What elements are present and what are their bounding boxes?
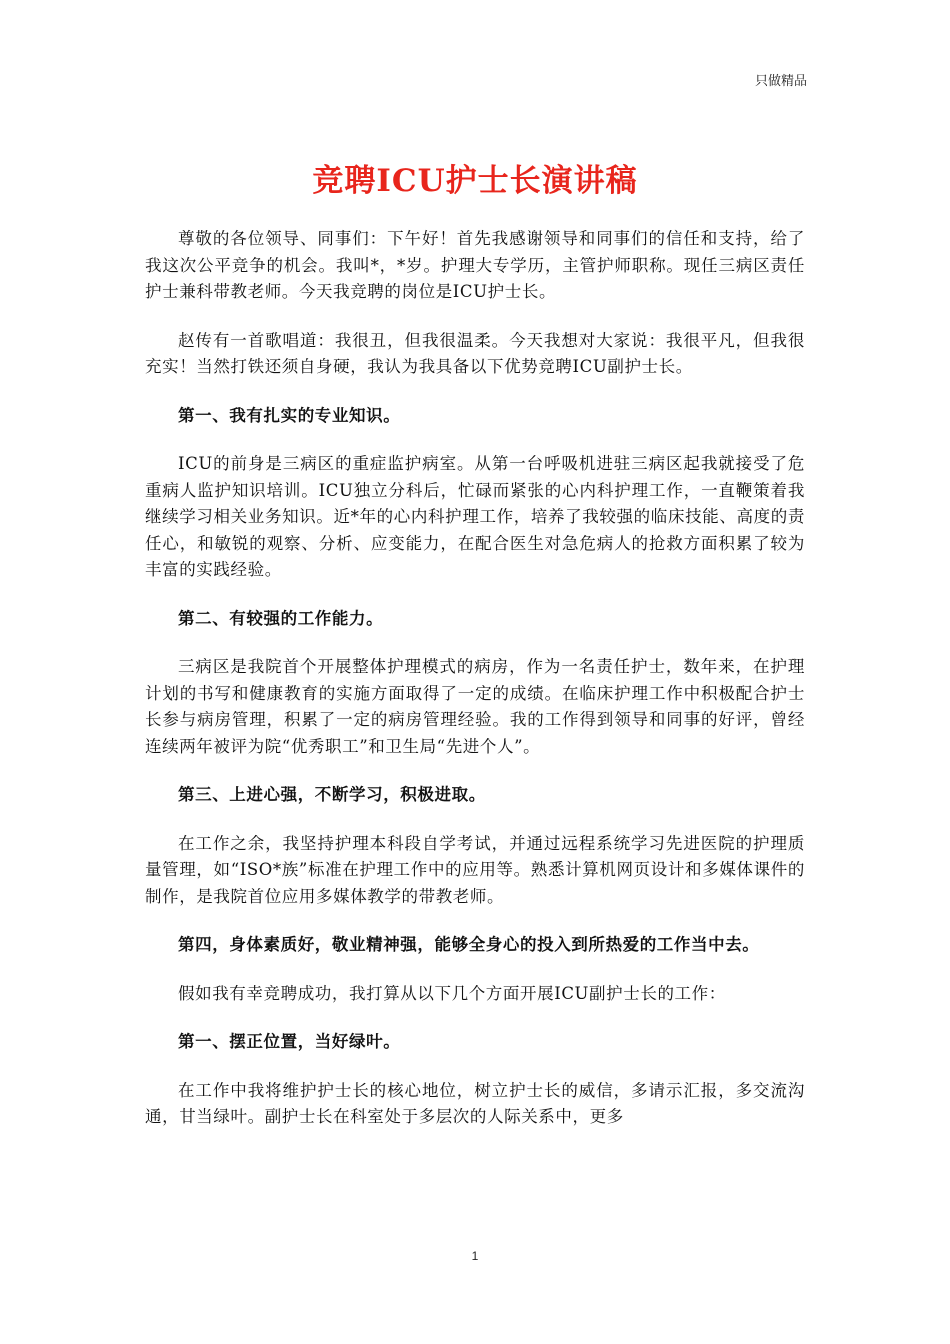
paragraph: 假如我有幸竞聘成功，我打算从以下几个方面开展ICU副护士长的工作： [178,983,726,1003]
document-title: 竞聘ICU护士长演讲稿 [312,163,638,199]
page-number: 1 [471,1249,479,1263]
section-heading: 第四，身体素质好，敬业精神强，能够全身心的投入到所热爱的工作当中去。 [178,935,760,954]
paragraph: 三病区是我院首个开展整体护理模式的病房，作为一名责任护士，数年来，在护理计划的书写和健康教育的实施方面取得了一定的成绩。在临床护理工作中积极配合护士长参与病房管理，积累了一定的病房管理经验。我的工作得到领导和同事的好评，曾经连续两年被评为院“优秀职工”和卫生局“先进个人”。 [145,657,805,756]
section-heading: 第一、我有扎实的专业知识。 [178,405,401,425]
section-heading: 第一、摆正位置，当好绿叶。 [178,1032,401,1051]
paragraph: ICU的前身是三病区的重症监护病室。从第一台呼吸机进驻三病区起我就接受了危重病人监护知识培训。ICU独立分科后，忙碌而紧张的心内科护理工作，一直鞭策着我继续学习相关业务知识。近*年的心内科护理工作，培养了我较强的临床技能、高度的责任心，和敏锐的观察、分析、应变能力，在配合医生对急危病人的抢救方面积累了较为丰富的实践经验。 [145,454,805,579]
section-heading: 第三、上进心强，不断学习，积极进取。 [178,785,486,804]
section-heading: 第二、有较强的工作能力。 [178,608,384,628]
paragraph: 尊敬的各位领导、同事们：下午好！首先我感谢领导和同事们的信任和支持，给了我这次公平竞争的机会。我叫*，*岁。护理大专学历，主管护师职称。现任三病区责任护士兼科带教老师。今天我竞聘的岗位是ICU护士长。 [145,229,805,301]
header-note: 只做精品 [754,74,807,89]
paragraph: 在工作中我将维护护士长的核心地位，树立护士长的威信，多请示汇报，多交流沟通，甘当绿叶。副护士长在科室处于多层次的人际关系中，更多 [145,1080,805,1126]
paragraph: 赵传有一首歌唱道：我很丑，但我很温柔。今天我想对大家说：我很平凡，但我很充实！当然打铁还须自身硬，我认为我具备以下优势竞聘ICU副护士长。 [145,330,805,376]
document-body [145,226,805,1153]
paragraph: 在工作之余，我坚持护理本科段自学考试，并通过远程系统学习先进医院的护理质量管理，如“ISO*族”标准在护理工作中的应用等。熟悉计算机网页设计和多媒体课件的制作，是我院首位应用多媒体教学的带教老师。 [145,833,805,906]
